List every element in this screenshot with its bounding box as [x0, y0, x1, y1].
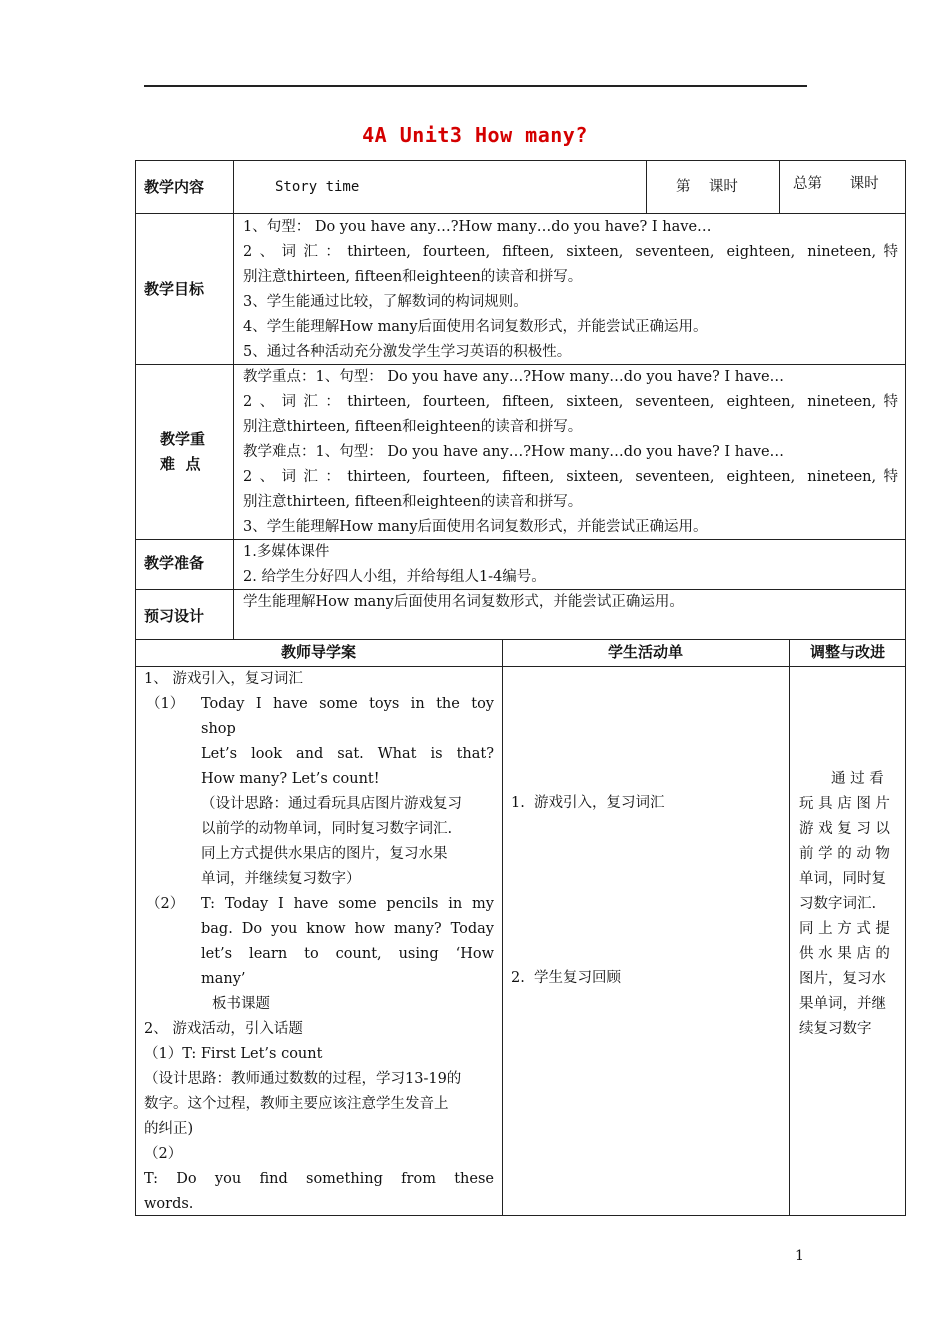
teacher-line: （2） [146, 896, 185, 912]
lesson-total: 总第 课时 [793, 176, 879, 192]
col-divider [233, 160, 234, 639]
adjust-column-header: 调整与改进 [809, 643, 885, 661]
objective-line: 别注意thirteen, fifteen和eighteen的读音和拼写。 [243, 269, 583, 285]
preparation-line: 1.多媒体课件 [243, 544, 330, 560]
adjust-line: 前 学 的 动 物 [799, 846, 890, 862]
teacher-line: （设计思路：教师通过数数的过程，学习13-19的 [144, 1071, 462, 1087]
adjust-line: 果单词，并继 [799, 996, 886, 1012]
teacher-line: words. [144, 1196, 194, 1212]
key-point-line: 3、学生能理解How many后面使用名词复数形式，并能尝试正确运用。 [243, 519, 708, 535]
lesson-number: 第 课时 [676, 179, 738, 195]
objective-line: 5、通过各种活动充分激发学生学习英语的积极性。 [243, 344, 572, 360]
adjust-notes [799, 767, 897, 1042]
teacher-line: （1）T: First Let’s count [144, 1046, 323, 1062]
teacher-line: 单词，并继续复习数字） [201, 871, 361, 887]
teacher-line: Today I have some toys in the toy [201, 696, 494, 712]
student-activity-2: 2. 学生复习回顾 [511, 970, 622, 986]
page-title: 4A Unit3 How many? [362, 123, 588, 147]
objectives-label: 教学目标 [144, 280, 205, 298]
teacher-line: （设计思路：通过看玩具店图片游戏复习 [201, 796, 462, 812]
key-point-line: 教学难点：1、句型： Do you have any…?How many…do you have? I have… [243, 444, 785, 460]
student-column-header: 学生活动单 [607, 643, 683, 661]
adjust-line: 图片，复习水 [799, 971, 886, 987]
adjust-line: 通 过 看 [831, 771, 884, 787]
objectives-text [243, 215, 898, 365]
adjust-line: 游 戏 复 习 以 [799, 821, 890, 837]
col-divider [779, 160, 780, 213]
content-value: Story time [275, 179, 360, 195]
teacher-line: 同上方式提供水果店的图片，复习水果 [201, 846, 448, 862]
teacher-line: How many? Let’s count! [201, 771, 380, 787]
key-points-label [160, 427, 205, 477]
key-point-line: 别注意thirteen, fifteen和eighteen的读音和拼写。 [243, 419, 583, 435]
teacher-line: T: Today I have some pencils in my [201, 896, 494, 912]
teacher-line: 1、 游戏引入，复习词汇 [144, 671, 303, 687]
content-label: 教学内容 [144, 178, 205, 196]
adjust-line: 同 上 方 式 提 [799, 921, 890, 937]
adjust-line: 续复习数字 [799, 1021, 872, 1037]
teacher-line: 2、 游戏活动，引入话题 [144, 1021, 303, 1037]
preview-label: 预习设计 [144, 607, 205, 625]
key-point-line: 2、词汇：thirteen, fourteen, fifteen, sixteen, seventeen, eighteen, nineteen,特 [243, 469, 898, 485]
teacher-plan [144, 667, 494, 1217]
preparation-text [243, 540, 898, 590]
preparation-label: 教学准备 [144, 554, 205, 572]
key-points-label-line: 难 点 [160, 455, 201, 473]
row-divider [135, 213, 906, 214]
teacher-line: shop [201, 721, 236, 737]
col-divider [789, 639, 790, 1216]
teacher-line: many’ [201, 971, 246, 987]
key-point-line: 别注意thirteen, fifteen和eighteen的读音和拼写。 [243, 494, 583, 510]
key-point-line: 2、词汇：thirteen, fourteen, fifteen, sixteen, seventeen, eighteen, nineteen,特 [243, 394, 898, 410]
teacher-column-header: 教师导学案 [280, 643, 356, 661]
adjust-line: 供 水 果 店 的 [799, 946, 890, 962]
adjust-line: 单词，同时复 [799, 871, 886, 887]
preparation-line: 2. 给学生分好四人小组，并给每组人1-4编号。 [243, 569, 546, 585]
student-activity-1: 1. 游戏引入，复习词汇 [511, 795, 665, 811]
teacher-line: bag. Do you know how many? Today [201, 921, 494, 937]
key-points-text [243, 365, 898, 540]
teacher-line: 的纠正) [144, 1121, 194, 1137]
preview-text: 学生能理解How many后面使用名词复数形式，并能尝试正确运用。 [243, 594, 684, 610]
teacher-line: Let’s look and sat. What is that? [201, 746, 494, 762]
objective-line: 3、学生能通过比较，了解数词的构词规则。 [243, 294, 528, 310]
objective-line: 2、词汇：thirteen, fourteen, fifteen, sixteen, seventeen, eighteen, nineteen,特 [243, 244, 898, 260]
header-rule [144, 85, 807, 87]
teacher-line: 数字。这个过程，教师主要应该注意学生发音上 [144, 1096, 449, 1112]
objective-line: 4、学生能理解How many后面使用名词复数形式，并能尝试正确运用。 [243, 319, 708, 335]
teacher-line: let’s learn to count, using ‘How [201, 946, 494, 962]
key-points-label-line: 教学重 [160, 430, 206, 448]
teacher-line: T: Do you find something from these [144, 1171, 494, 1187]
teacher-line: （2） [144, 1146, 183, 1162]
teacher-line: 以前学的动物单词，同时复习数字词汇. [201, 821, 453, 837]
objective-line: 1、句型： Do you have any…?How many…do you have? I have… [243, 219, 712, 235]
teacher-line: 板书课题 [212, 996, 270, 1012]
adjust-line: 玩 具 店 图 片 [799, 796, 890, 812]
col-divider [502, 639, 503, 1216]
adjust-line: 习数字词汇. [799, 896, 877, 912]
key-point-line: 教学重点：1、句型： Do you have any…?How many…do you have? I have… [243, 369, 785, 385]
col-divider [646, 160, 647, 213]
teacher-line: （1） [146, 696, 185, 712]
page-number: 1 [795, 1248, 804, 1264]
